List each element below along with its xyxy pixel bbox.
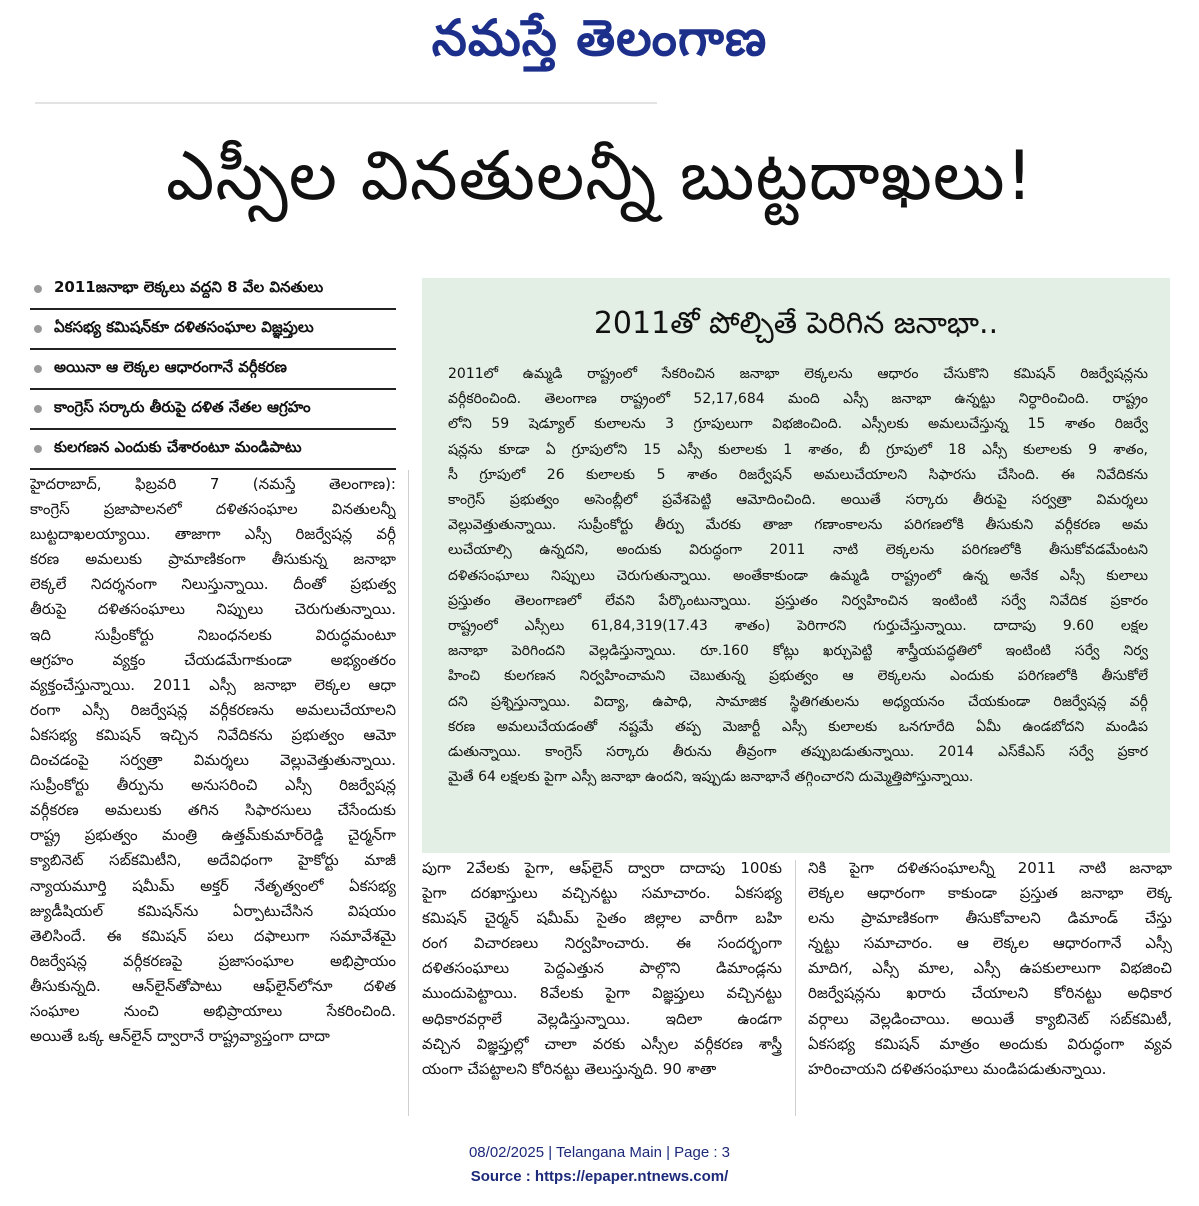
highlights-list: [30, 270, 396, 470]
text-line: ఇది సుప్రీంకోర్టు నిబంధనలకు విరుద్ధమంటూ: [30, 625, 396, 644]
text-line: పుగా 2వేలకు పైగా, ఆఫ్‌లైన్ ద్వారా దాదాపు 100కు: [422, 859, 782, 877]
footer-edition-info: 08/02/2025 | Telangana Main | Page : 3: [468, 1144, 731, 1161]
sidebar-subhead: 2011తో పోల్చితే పెరిగిన జనాభా..: [593, 306, 999, 341]
text-line: జ్యుడీషియల్ కమిషన్‌ను ఏర్పాటుచేసిన విషయం: [30, 901, 396, 920]
text-line: దని ప్రశ్నిస్తున్నాయి. విద్యా, ఉపాధి, సామాజిక స్థితిగతులను అధ్యయనం చేయకుండా రిజర్వేషన్ల వర్గీ: [448, 693, 1148, 710]
text-line: హరించాయని దళితసంఘాలు మండిపడుతున్నాయి.: [808, 1059, 1107, 1078]
text-line: ఆగ్రహం వ్యక్తం చేయడమేగాకుండా అభ్యంతరం: [30, 650, 396, 669]
text-line: రంగా ఎస్సీ రిజర్వేషన్ల వర్గీకరణను అమలుచేయాలని: [30, 700, 396, 719]
text-line: బుట్టదాఖలయ్యాయి. తాజాగా ఎస్సీ రిజర్వేషన్ల వర్గీ: [30, 525, 396, 544]
highlight-text: ఏకసభ్య కమిషన్‌కూ దళితసంఘాల విజ్ఞప్తులు: [54, 318, 314, 336]
text-line: వచ్చిన విజ్ఞప్తుల్లో చాలా వరకు ఎస్సీల వర్గీకరణ శాస్త్రీ: [422, 1034, 782, 1053]
article-column-1: [30, 472, 396, 1049]
article-column-3: [808, 856, 1172, 1082]
text-line: కరణ అమలుకు ప్రామాణికంగా తీసుకున్న జనాభా: [30, 550, 396, 569]
text-line: సీ గ్రూపులో 26 కులాలకు 5 శాతం రిజర్వేషన్ అమలుచేయాలని సిఫారసు చేసింది. ఈ నివేదికను: [448, 466, 1148, 483]
text-line: డుతున్నాయి. కాంగ్రెస్ సర్కారు తీరును తీవ్రంగా తప్పుబడుతున్నాయి. 2014 ఎస్‌కేఎస్ సర్వే ప్రకార: [448, 744, 1148, 761]
highlight-text: కాంగ్రెస్ సర్కారు తీరుపై దళిత నేతల ఆగ్రహం: [54, 398, 311, 416]
highlight-item: [30, 310, 396, 350]
text-line: దళితసంఘాలు పెద్దఎత్తున పాల్గొని డిమాండ్లను: [422, 959, 782, 978]
bullet-icon: [34, 445, 42, 453]
text-line: న్నట్టు సమాచారం. ఆ లెక్కల ఆధారంగానే ఎస్సీ: [808, 934, 1172, 953]
text-line: లుచేయాల్సి ఉన్నదని, అందుకు విరుద్ధంగా 2011 నాటి లెక్కలను పరిగణలోకి తీసుకోవడమేంటని: [448, 542, 1148, 559]
text-line: వెల్లువెత్తుతున్నాయి. సుప్రీంకోర్టు తీర్పు మేరకు తాజా గణాంకాలను పరిగణలోకి తీసుకుని వర్గీకరణ అమ: [448, 517, 1148, 534]
text-line: న్యాయమూర్తి షమీమ్ అక్తర్ నేతృత్వంలో ఏకసభ్య: [30, 876, 396, 895]
text-line: వర్గీకరణ అమలుకు తగిన సిఫారసులు చేసేందుకు: [30, 801, 396, 820]
text-line: 2011లో ఉమ్మడి రాష్ట్రంలో సేకరించిన జనాభా లెక్కలను ఆధారం చేసుకొని కమిషన్ రిజర్వేషన్లను: [448, 366, 1148, 382]
text-line: క్యాబినెట్ సబ్‌కమిటీని, అదేవిధంగా హైకోర్టు మాజీ: [30, 851, 396, 870]
text-line: వర్గాలు వెల్లడించాయి. అయితే క్యాబినెట్ సబ్‌కమిటీ,: [808, 1009, 1172, 1028]
highlight-item: [30, 430, 396, 470]
bullet-icon: [34, 325, 42, 333]
column-divider: [795, 860, 796, 1116]
text-line: తెలిసిందే. ఈ కమిషన్ పలు దఫాలుగా సమావేశమై: [30, 926, 396, 945]
text-line: ఏకసభ్య కమిషన్ ఇచ్చిన నివేదికను ప్రభుత్వం ఆమో: [30, 725, 396, 744]
text-line: తీరుపై దళితసంఘాలు నిప్పులు చెరుగుతున్నాయి.: [30, 600, 396, 619]
text-line: లను ప్రామాణికంగా తీసుకోవాలని డిమాండ్ చేస్తు: [808, 909, 1172, 928]
text-line: అధికారవర్గాలే వెల్లడిస్తున్నాయి. ఇదిలా ఉండగా: [422, 1009, 782, 1028]
column-divider: [408, 470, 409, 1116]
text-line: లోని 59 షెడ్యూల్ కులాలను 3 గ్రూపులుగా విభజించింది. ఎస్సీలకు అమలుచేస్తున్న 15 శాతం రిజర్వే: [448, 416, 1148, 433]
highlight-text: కులగణన ఎందుకు చేశారంటూ మండిపాటు: [54, 438, 302, 456]
masthead-divider: [35, 102, 657, 104]
text-line: వర్గీకరించింది. తెలంగాణ రాష్ట్రంలో 52,17,684 మంది ఎస్సీ జనాభా ఉన్నట్టు నిర్ధారించింది. రాష్ట్రం: [448, 391, 1148, 408]
article-column-2: [422, 856, 782, 1082]
text-line: వ్యక్తంచేస్తున్నాయి. 2011 ఎస్సీ జనాభా లెక్కల ఆధా: [30, 675, 396, 694]
text-line: రాష్ట్రంలో ఎస్సీలు 61,84,319(17.43 శాతం) పెరిగారని గుర్తుచేస్తున్నాయి. దాదాపు 9.60 లక్షల: [448, 618, 1148, 635]
text-line: మాదిగ, ఎస్సీ మాల, ఎస్సీ ఉపకులాలుగా విభజించి: [808, 959, 1172, 978]
text-line: ఏకసభ్య కమిషన్ మాత్రం అందుకు విరుద్ధంగా వ్యవ: [808, 1034, 1172, 1053]
highlight-text: 2011జనాభా లెక్కలు వద్దని 8 వేల వినతులు: [54, 278, 324, 296]
bullet-icon: [34, 405, 42, 413]
highlight-item: [30, 270, 396, 310]
text-line: హించి కులగణన నిర్వహించామని చెబుతున్న ప్రభుత్వం ఆ లెక్కలను ఎందుకు పరిగణలోకి తీసుకోలే: [448, 668, 1148, 685]
text-line: జనాభా పెరిగిందని వెల్లడిస్తున్నాయి. రూ.160 కోట్లు ఖర్చుపెట్టి శాస్త్రీయపద్ధతిలో ఇంటింటి సర్వే నిర్వ: [448, 643, 1148, 660]
text-line: షన్లను కూడా ఏ గ్రూపులోని 15 ఎస్సీ కులాలకు 1 శాతం, బీ గ్రూపులో 18 ఎస్సీ కులాలకు 9 శాతం,: [448, 441, 1148, 458]
text-line: ముందుపెట్టాయి. 8వేలకు పైగా విజ్ఞప్తులు వచ్చినట్టు: [422, 984, 782, 1003]
text-line: ప్రస్తుతం తెలంగాణలో లేవని పేర్కొంటున్నాయి. ప్రస్తుతం నిర్వహించిన ఇంటింటి సర్వే నివేదిక ప్రకారం: [448, 592, 1148, 609]
masthead-logo: నమస్తే తెలంగాణ: [431, 8, 768, 67]
text-line: రిజర్వేషన్లను ఖరారు చేయాలని కోరినట్టు అధికార: [808, 984, 1172, 1003]
headline: ఎస్సీల వినతులన్నీ బుట్టదాఖలు!: [166, 137, 1034, 216]
sidebar-box: [422, 278, 1170, 853]
text-line: దించడంపై సర్వత్రా విమర్శలు వెల్లువెత్తుతున్నాయి.: [30, 751, 396, 770]
text-line: పైగా దరఖాస్తులు వచ్చినట్టు సమాచారం. ఏకసభ్య: [422, 884, 782, 903]
text-line: లెక్కల ఆధారంగా కాకుండా ప్రస్తుత జనాభా లెక్క: [808, 884, 1172, 903]
text-line: రాష్ట్ర ప్రభుత్వం మంత్రి ఉత్తమ్‌కుమార్‌రెడ్డి చైర్మన్‌గా: [30, 826, 396, 845]
bullet-icon: [34, 365, 42, 373]
text-line: దళితసంఘాలు నిప్పులు చెరుగుతున్నాయి. అంతేకాకుండా ఉమ్మడి రాష్ట్రంలో ఉన్న అనేక ఎస్సీ కులాలు: [448, 567, 1148, 584]
text-line: నికి పైగా దళితసంఘాలన్నీ 2011 నాటి జనాభా: [808, 859, 1172, 877]
text-line: హైదరాబాద్, ఫిబ్రవరి 7 (నమస్తే తెలంగాణ):: [30, 475, 396, 493]
highlight-item: [30, 390, 396, 430]
footer-source-link[interactable]: Source : https://epaper.ntnews.com/: [470, 1168, 729, 1185]
text-line: మైతే 64 లక్షలకు పైగా ఎస్సీ జనాభా ఉందని, ఇప్పుడు జనాభానే తగ్గించారని దుమ్మెత్తిపోస్తున్నాయి.: [448, 769, 974, 786]
text-line: కాంగ్రెస్ ప్రభుత్వం అసెంబ్లీలో ప్రవేశపెట్టి ఆమోదించింది. అయితే సర్కారు తీరుపై సర్వత్రా విమర్శలు: [448, 492, 1148, 509]
sidebar-text: [448, 362, 1148, 790]
text-line: అయితే ఒక్క ఆన్‌లైన్ ద్వారానే రాష్ట్రవ్యాప్తంగా దాదా: [30, 1027, 330, 1046]
text-line: రంగ విచారణలు నిర్వహించారు. ఈ సందర్భంగా: [422, 934, 782, 953]
text-line: కాంగ్రెస్ ప్రజాపాలనలో దళితసంఘాల వినతులన్నీ: [30, 500, 396, 519]
text-line: యంగా చేపట్టాలని కోరినట్టు తెలుస్తున్నది. 90 శాతా: [422, 1059, 717, 1078]
text-line: సంఘాల నుంచి అభిప్రాయాలు సేకరించింది.: [30, 1001, 396, 1020]
text-line: కమిషన్ చైర్మన్ షమీమ్ సైతం జిల్లాల వారీగా బహి: [422, 909, 782, 928]
text-line: లెక్కలే నిదర్శనంగా నిలుస్తున్నాయి. దీంతో ప్రభుత్వ: [30, 575, 396, 594]
text-line: కరణ అమలుచేయడంతో నష్టమే తప్ప మెజార్టీ ఎస్సీ కులాలకు ఒనగూరేది ఏమీ ఉండబోదని మండిప: [448, 718, 1148, 735]
text-line: తీసుకున్నది. ఆన్‌లైన్‌తోపాటు ఆఫ్‌లైన్‌లోనూ దళిత: [30, 976, 396, 995]
text-line: సుప్రీంకోర్టు తీర్పును అనుసరించి ఎస్సీ రిజర్వేషన్ల: [30, 776, 396, 795]
text-line: రిజర్వేషన్ల వర్గీకరణపై ప్రజాసంఘాల అభిప్రాయం: [30, 951, 396, 970]
highlight-text: అయినా ఆ లెక్కల ఆధారంగానే వర్గీకరణ: [54, 358, 287, 376]
highlight-item: [30, 350, 396, 390]
bullet-icon: [34, 285, 42, 293]
